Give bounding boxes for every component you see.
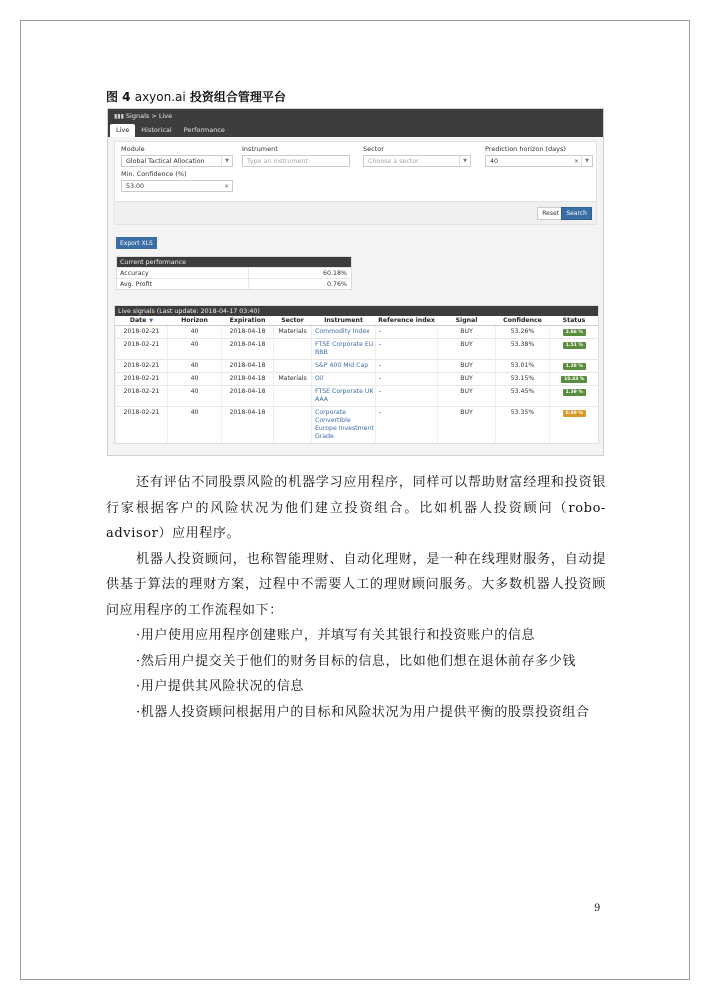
clear-icon[interactable]: × [573, 157, 579, 165]
chevron-down-icon[interactable]: ▼ [221, 156, 232, 166]
table-row [116, 373, 599, 386]
module-label: Module [121, 145, 145, 153]
platform-screenshot [107, 108, 604, 456]
cell-instrument-link[interactable]: FTSE Corporate UK AAA [312, 386, 376, 407]
cell-date: 2018-02-21 [116, 326, 168, 339]
module-value: Global Tactical Allocation [126, 157, 205, 165]
cell-signal: BUY [438, 326, 496, 339]
cell-status [550, 407, 599, 444]
filter-panel [114, 141, 597, 202]
figure-caption-title: 投资组合管理平台 [189, 90, 286, 104]
figure-caption [106, 88, 286, 105]
confidence-label: Min. Confidence (%) [121, 170, 187, 178]
cell-confidence: 53.01% [496, 360, 550, 373]
signals-table [115, 316, 599, 443]
cell-status [550, 373, 599, 386]
cell-reference: - [376, 407, 438, 444]
table-row [116, 326, 599, 339]
cell-confidence: 53.15% [496, 373, 550, 386]
cell-horizon: 40 [168, 407, 222, 444]
reset-button[interactable]: Reset [537, 207, 564, 220]
column-header-reference[interactable]: Reference index [376, 316, 438, 326]
horizon-label: Prediction horizon (days) [485, 145, 566, 153]
cell-expiration: 2018-04-18 [222, 386, 274, 407]
sector-placeholder: Choose a sector [368, 157, 419, 165]
list-item: ·用户提供其风险状况的信息 [136, 679, 304, 694]
cell-reference: - [376, 386, 438, 407]
cell-expiration: 2018-04-18 [222, 360, 274, 373]
page-number: 9 [594, 903, 601, 914]
cell-confidence: 53.45% [496, 386, 550, 407]
column-header-instrument[interactable]: Instrument [312, 316, 376, 326]
cell-date: 2018-02-21 [116, 360, 168, 373]
cell-sector [274, 360, 312, 373]
tab-bar [108, 123, 603, 137]
tab-historical[interactable]: Historical [141, 126, 172, 134]
cell-date: 2018-02-21 [116, 407, 168, 444]
cell-status [550, 339, 599, 360]
sector-select[interactable] [363, 155, 471, 167]
column-header-expiration[interactable]: Expiration [222, 316, 274, 326]
breadcrumb-text: Signals > Live [125, 112, 173, 120]
paragraph: 还有评估不同股票风险的机器学习应用程序，同样可以帮助财富经理和投资银行家根据客户的风险状况为他们建立投资组合。比如机器人投资顾问（robo-advisor）应用程序。 [106, 475, 606, 541]
cell-sector [274, 339, 312, 360]
horizon-value: 40 [490, 157, 499, 165]
cell-expiration: 2018-04-18 [222, 407, 274, 444]
tab-performance[interactable]: Performance [183, 126, 225, 134]
instrument-placeholder: Type an instrument [247, 157, 308, 165]
signals-body [116, 326, 599, 444]
table-row [116, 339, 599, 360]
cell-date: 2018-02-21 [116, 339, 168, 360]
cell-status [550, 326, 599, 339]
cell-instrument-link[interactable]: Oil [312, 373, 376, 386]
status-badge: 1.28 % [563, 363, 586, 370]
cell-expiration: 2018-04-18 [222, 339, 274, 360]
table-row [116, 386, 599, 407]
paragraph: 机器人投资顾问，也称智能理财、自动化理财，是一种在线理财服务，自动提供基于算法的理财方案，过程中不需要人工的理财顾问服务。大多数机器人投资顾问应用程序的工作流程如下： [106, 551, 606, 618]
figure-caption-prefix: 图 4 [106, 90, 131, 104]
cell-instrument-link[interactable]: Commodity Index [312, 326, 376, 339]
cell-sector: Materials [274, 326, 312, 339]
module-select[interactable] [121, 155, 233, 167]
chevron-down-icon[interactable]: ▼ [581, 156, 592, 166]
export-xls-button[interactable]: Export XLS [116, 237, 157, 249]
cell-instrument-link[interactable]: Corporate Convertible Europe Investment Grade [312, 407, 376, 444]
sector-label: Sector [363, 145, 384, 153]
confidence-input[interactable] [121, 180, 233, 192]
cell-status [550, 360, 599, 373]
cell-confidence: 53.35% [496, 407, 550, 444]
column-header-sector[interactable]: Sector [274, 316, 312, 326]
performance-row [117, 267, 351, 278]
chevron-down-icon[interactable]: ▼ [459, 156, 470, 166]
cell-reference: - [376, 360, 438, 373]
cell-status [550, 386, 599, 407]
figure-caption-site: axyon.ai [134, 90, 186, 104]
cell-confidence: 53.38% [496, 339, 550, 360]
list-item: ·机器人投资顾问根据用户的目标和风险状况为用户提供平衡的股票投资组合 [136, 704, 590, 720]
search-button[interactable]: Search [561, 207, 592, 220]
column-header-signal[interactable]: Signal [438, 316, 496, 326]
cell-horizon: 40 [168, 386, 222, 407]
cell-signal: BUY [438, 407, 496, 444]
performance-title: Current performance [117, 257, 351, 267]
column-header-date[interactable]: Date ▼ [116, 316, 168, 326]
cell-sector: Materials [274, 373, 312, 386]
cell-horizon: 40 [168, 360, 222, 373]
cell-expiration: 2018-04-18 [222, 373, 274, 386]
cell-horizon: 40 [168, 339, 222, 360]
status-badge: 1.39 % [563, 389, 586, 396]
filter-actions [114, 202, 597, 225]
cell-reference: - [376, 373, 438, 386]
cell-horizon: 40 [168, 326, 222, 339]
instrument-label: Instrument [242, 145, 278, 153]
table-row [116, 360, 599, 373]
cell-signal: BUY [438, 339, 496, 360]
confidence-value: 53.00 [126, 182, 145, 190]
cell-sector [274, 386, 312, 407]
bar-chart-icon: ▮▮▮ [114, 112, 124, 120]
live-signals-panel [114, 305, 599, 444]
performance-label: Accuracy [117, 268, 249, 278]
performance-value: 60.18% [322, 269, 347, 277]
list-item: ·然后用户提交关于他们的财务目标的信息，比如他们想在退休前存多少钱 [136, 653, 576, 669]
body-text [106, 470, 606, 725]
cell-signal: BUY [438, 373, 496, 386]
cell-reference: - [376, 339, 438, 360]
cell-signal: BUY [438, 360, 496, 373]
performance-value: 0.76% [326, 280, 347, 288]
cell-instrument-link[interactable]: FTSE Corporate EU BBB [312, 339, 376, 360]
list-item: ·用户使用应用程序创建账户，并填写有关其银行和投资账户的信息 [136, 628, 536, 643]
status-badge: 0.89 % [563, 410, 586, 417]
cell-date: 2018-02-21 [116, 373, 168, 386]
table-row [116, 407, 599, 444]
cell-date: 2018-02-21 [116, 386, 168, 407]
cell-reference: - [376, 326, 438, 339]
column-header-confidence[interactable]: Confidence [496, 316, 550, 326]
column-header-status[interactable]: Status [550, 316, 599, 326]
performance-panel [116, 256, 352, 290]
clear-icon[interactable]: × [223, 182, 229, 190]
cell-signal: BUY [438, 386, 496, 407]
cell-sector [274, 407, 312, 444]
sort-down-icon[interactable]: ▼ [149, 318, 154, 324]
signals-title: Live signals (Last update: 2018-04-17 03:40) [115, 306, 598, 316]
cell-expiration: 2018-04-18 [222, 326, 274, 339]
performance-row [117, 278, 351, 289]
tab-live[interactable]: Live [110, 124, 135, 137]
breadcrumb [108, 109, 603, 123]
status-badge: 1.51 % [563, 342, 586, 349]
cell-instrument-link[interactable]: S&P 400 Mid Cap [312, 360, 376, 373]
status-badge: 10.43 % [561, 376, 587, 383]
instrument-input[interactable] [242, 155, 350, 167]
cell-confidence: 53.26% [496, 326, 550, 339]
cell-horizon: 40 [168, 373, 222, 386]
horizon-select[interactable] [485, 155, 593, 167]
column-header-horizon[interactable]: Horizon [168, 316, 222, 326]
status-badge: 2.86 % [563, 329, 586, 336]
performance-label: Avg. Profit [117, 279, 249, 289]
